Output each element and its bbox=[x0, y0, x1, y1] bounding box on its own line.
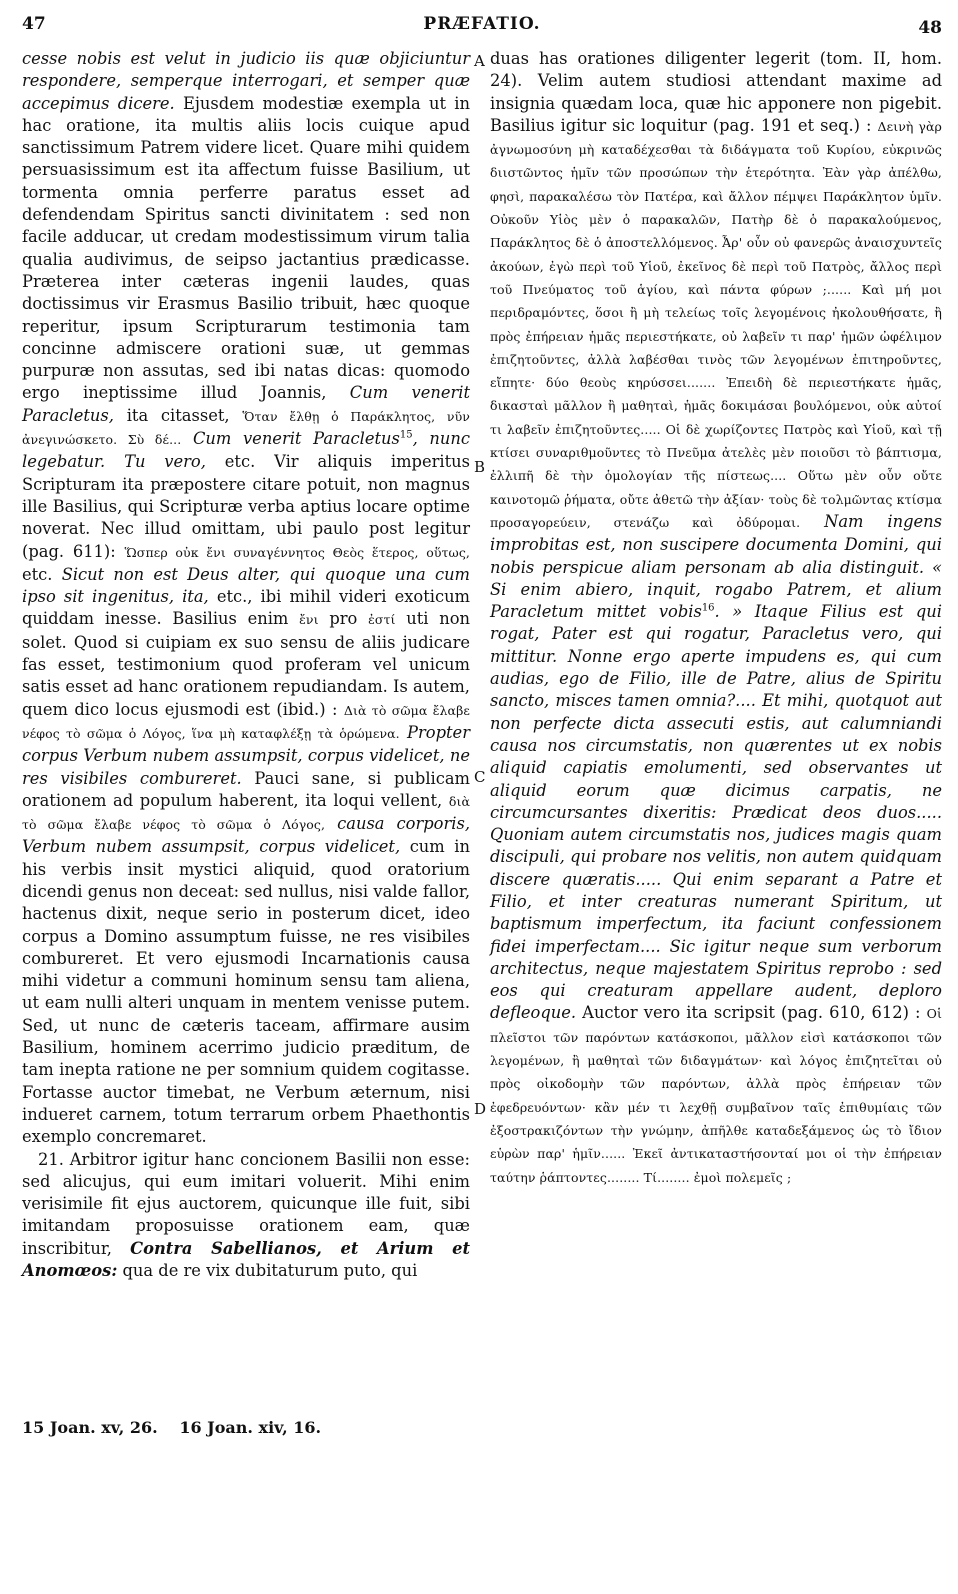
margin-letter-a: A bbox=[474, 52, 485, 70]
page-number-left: 47 bbox=[22, 14, 46, 34]
text-span: pro bbox=[318, 609, 369, 629]
greek-quote: Διὰ τὸ σῶμα ἔλαβε νέφος τὸ σῶμα ὁ Λόγος, ἵνα μὴ καταφλέξῃ τὰ ὁρώμενα. bbox=[22, 702, 471, 741]
footnote-ref-15: 15 bbox=[399, 429, 413, 441]
text-span: etc. Vir aliquis imperitus Scripturam ita præpostere citare potuit, non magnus ille Basilius, qui Scripturæ verba aptius locare optime noverat. Nec illud omittam, ubi paulo post legitur (pag. 611): bbox=[22, 452, 470, 561]
greek-word: ἐστί bbox=[368, 612, 396, 628]
text-span: causa corporis, Verbum nubem assumpsit, corpus videlicet, bbox=[22, 814, 470, 857]
paragraph-21 bbox=[22, 1149, 470, 1283]
greek-quote: Οἱ πλεῖστοι τῶν παρόντων κατάσκοποι, μᾶλλον εἰσὶ κατάσκοποι τῶν λεγομένων, ἢ μαθηταὶ τῶν διδαγμάτων· καὶ λόγος ἐπιζητεῖται οὐ πρὸς οἰκοδομὴν τῶν παρόντων, ἀλλὰ πρὸς ἐπήρειαν τῶν ἐφεδρευόντων· κἂν μέν τι λεχθῇ συμβαῖνον ταῖς ἐπιθυμίαις τῶν ἐξοστρακιζόντων τὴν γνώμην, ἀπῆλθε καταδεξάμενος ὡς τὸ ἴδιον εὑρὼν παρ' ἡμῖν...... Ἐκεῖ ἀντικαταστήσονταί μοι οἱ τὴν ἐπήρειαν ταύτην ῥάπτοντες........ Τί........ ἐμοὶ πολεμεῖς ; bbox=[490, 1006, 942, 1185]
greek-word: ἔνι bbox=[299, 612, 319, 628]
footnote-16: 16 Joan. xiv, 16. bbox=[179, 1418, 322, 1437]
text-span: uti non solet. Quod si cuipiam ex suo sensu de aliis judicare fas esset, testimonium quod proferam vel unicum satis esset ad hanc orationem repudiandam. Is autem, quem dico locus ejusmodi est (ibid.) : bbox=[22, 609, 470, 719]
footnote-ref-16: 16 bbox=[701, 602, 715, 614]
text-span: ita citasset, bbox=[113, 405, 243, 425]
text-span: Auctor vero ita scripsit (pag. 610, 612) : bbox=[576, 1003, 927, 1023]
text-span: Ejusdem modestiæ exempla ut in hac oratione, ita multis aliis locis cuique apud sanctissimum Patrem videre licet. Quare mihi quidem persuasissimum est ita affectum fuisse Basilium, ut tormenta omnia perferre paratus esset ad defendendam Spiritus sancti divinitatem : sed non facile adducar, ut credam modestissimum virum talia qualia audivimus, de seipso jactantius prædicasse. Præterea inter cæteras ingenii laudes, quas doctissimus vir Erasmus Basilio tribuit, hæc quoque reperitur, ipsum Scripturarum testimonia tam concinne admiscere orationi suæ, ut gemmas purpuræ non assutas, sed ibi natas dicas: quomodo ergo ineptissime illud Joannis, bbox=[22, 93, 470, 403]
text-span: Cum venerit Paracletus bbox=[181, 429, 400, 449]
text-span: qua de re vix dubitaturum puto, qui bbox=[117, 1261, 418, 1281]
paragraph-1 bbox=[22, 48, 470, 1149]
text-span: Contra Sabellianos, et Arium et Anomœos: bbox=[22, 1238, 470, 1281]
footnote-15: 15 Joan. xv, 26. bbox=[22, 1418, 158, 1437]
text-span: cum in his verbis insit mystici aliquid, quod oratorium dicendi genus non deceat: sed nullus, nisi valde fallor, hactenus dixit, neque serio in posterum dicet, ideo corpus a Domino assumptum fuisse, ne res visibiles combureret. Et vero ejusmodi Incarnationis causa mihi videtur a communi hominum sensu tam aliena, ut eam nulli alteri unquam in mentem venisse putem. Sed, ut nunc de cæteris taceam, affirmare ausim Basilium, hominem acerrimo judicio præditum, de tam inepta ratione ne per somnium quidem cogitasse. Fortasse auctor timebat, ne Verbum æternum, nisi indueret carnem, totum terrarum orbem Phaethontis exemplo concremaret. bbox=[22, 837, 470, 1147]
text-span: duas has orationes diligenter legerit (tom. II, hom. 24). Velim autem studiosi attendant maxime ad insignia quædam loca, quæ hic apponere non pigebit. Basilius igitur sic loquitur (pag. 191 et seq.) : bbox=[490, 49, 942, 135]
text-span: , nunc legebatur. Tu vero, bbox=[22, 429, 470, 472]
greek-quote: διὰ τὸ σῶμα ἔλαβε νέφος τὸ σῶμα ὁ Λόγος, bbox=[22, 793, 470, 833]
text-span: 21. Arbitror igitur hanc concionem Basilii non esse: sed alicujus, qui eum imitari voluerit. Mihi enim verisimile fit ejus auctorem, quicunque ille fuit, sibi imitandam proposuisse orationem eam, quæ inscribitur, bbox=[22, 1149, 470, 1258]
text-span: cesse nobis est velut in judicio iis quæ objiciuntur respondere, semperque interrogari, et semper quæ accepimus dicere. bbox=[22, 49, 470, 113]
greek-quote: Ὅταν ἔλθῃ ὁ Παράκλητος, νῦν ἀνεγινώσκετο. Σὺ δέ... bbox=[22, 408, 470, 448]
text-span: etc. bbox=[22, 564, 62, 584]
text-span: Propter corpus Verbum nubem assumpsit, corpus videlicet, ne res visibiles combureret. bbox=[22, 722, 470, 788]
page-header bbox=[22, 14, 942, 40]
greek-quote: Ὥσπερ οὐκ ἔνι συναγέννητος Θεὸς ἕτερος, οὕτως, bbox=[124, 544, 470, 560]
footnotes bbox=[22, 1418, 622, 1437]
left-column bbox=[22, 48, 470, 1282]
text-span: Cum venerit Paracletus, bbox=[22, 383, 470, 425]
paragraph-right bbox=[490, 48, 942, 1189]
text-span: . » Itaque Filius est qui rogat, Pater est qui rogatur, Paracletus vero, qui mittitur. Nonne ergo aperte impudens es, qui cum audias, ego de Filio, ille de Patre, alius de Spiritu sancto, misces tamen omnia?.... Et mihi, quotquot aut non perfecte dicta assecuti estis, aut calumniandi causa nos circumstatis, non quærentes ut ex nobis aliquid capiatis emolumenti, sed observantes ut aliquid eorum quæ dicimus carpatis, ne circumcursantes dixeritis: Prædicat deos duos..... Quoniam autem circumstatis nos, judices magis quam discipuli, qui probare nos velitis, non autem quidquam discere quæratis..... Qui enim separant a Patre et Filio, et inter creaturas numerant Spiritum, ut baptismum imperfectum, ita faciunt confessionem fidei imperfectam.... Sic igitur neque sum verborum architectus, neque majestatem Spiritus reprobo : sed eos qui creaturam appellare audent, deploro defleoque. bbox=[490, 602, 942, 1023]
text-span: Pauci sane, si publicam orationem ad populum haberent, ita loqui vellent, bbox=[22, 768, 470, 810]
page-number-right: 48 bbox=[918, 18, 942, 38]
margin-letter-c: C bbox=[474, 768, 486, 786]
text-span: Nam ingens improbitas est, non suscipere documenta Domini, qui nobis perspicue aliam personam ab alia distinguit. « Si enim abiero, inquit, rogabo Patrem, et alium Paracletum mittet vobis bbox=[490, 511, 942, 622]
greek-quote: Δεινὴ γὰρ ἀγνωμοσύνη μὴ καταδέχεσθαι τὰ διδάγματα τοῦ Κυρίου, εὐκρινῶς διιστῶντος ἡμῖν τῶν προσώπων τὴν ἑτερότητα. Ἐὰν γὰρ ἀπέλθω, φησὶ, παρακαλέσω τὸν Πατέρα, καὶ ἄλλον πέμψει Παράκλητον ὑμῖν. Οὐκοῦν Υἱὸς μὲν ὁ παρακαλῶν, Πατὴρ δὲ ὁ παρακαλούμενος, Παράκλητος δὲ ὁ ἀποστελλόμενος. Ἆρ' οὖν οὐ φανερῶς ἀναισχυντεῖς ἀκούων, ἐγὼ περὶ τοῦ Υἱοῦ, ἐκεῖνος δὲ περὶ τοῦ Πατρὸς, ἄλλος περὶ τοῦ Πνεύματος τοῦ ἁγίου, καὶ πάντα φύρων ;...... Καὶ μή μοι περιδραμόντες, ὅσοι ἢ μὴ τελείως τοῖς λεγομένοις ἠκολουθήσατε, ἢ πρὸς ἐπήρειαν ἡμᾶς περιεστήκατε, οὐ λαβεῖν τι παρ' ἡμῶν ὠφέλιμον ἐπιζητοῦντες, ἀλλὰ λαβέσθαι τινὸς τῶν λεγομένων ἐπιτηροῦντες, εἴπητε· δύο θεοὺς κηρύσσει....... Ἐπειδὴ δὲ περιεστήκατε ἡμᾶς, δικασταὶ μᾶλλον ἢ μαθηταὶ, ἡμᾶς δοκιμάσαι βουλόμενοι, οὐκ αὐτοί τι λαβεῖν ἐπιζητοῦντες..... Οἱ δὲ χωρίζοντες Πατρὸς καὶ Υἱοῦ, καὶ τῇ κτίσει συναριθμοῦντες τὸ Πνεῦμα ἀτελὲς μὲν ποιοῦσι τὸ βάπτισμα, ἐλλιπῆ δὲ τὴν ὁμολογίαν τῆς πίστεως.... Οὕτω μὲν οὖν οὔτε καινοτομῶ ῥήματα, οὔτε ἀθετῶ τὴν ἀξίαν· τοὺς δὲ τολμῶντας κτίσμα προσαγορεύειν, στενάζω καὶ ὀδύρομαι. bbox=[490, 118, 942, 530]
right-column bbox=[490, 48, 942, 1189]
margin-letter-b: B bbox=[474, 458, 486, 476]
text-span: Sicut non est Deus alter, qui quoque una cum ipso sit ingenitus, ita, bbox=[22, 564, 470, 607]
text-span: etc., ibi mihil videri exoticum quiddam inesse. Basilius enim bbox=[22, 587, 470, 629]
running-title: PRÆFATIO. bbox=[423, 14, 541, 34]
margin-letter-d: D bbox=[474, 1100, 487, 1118]
